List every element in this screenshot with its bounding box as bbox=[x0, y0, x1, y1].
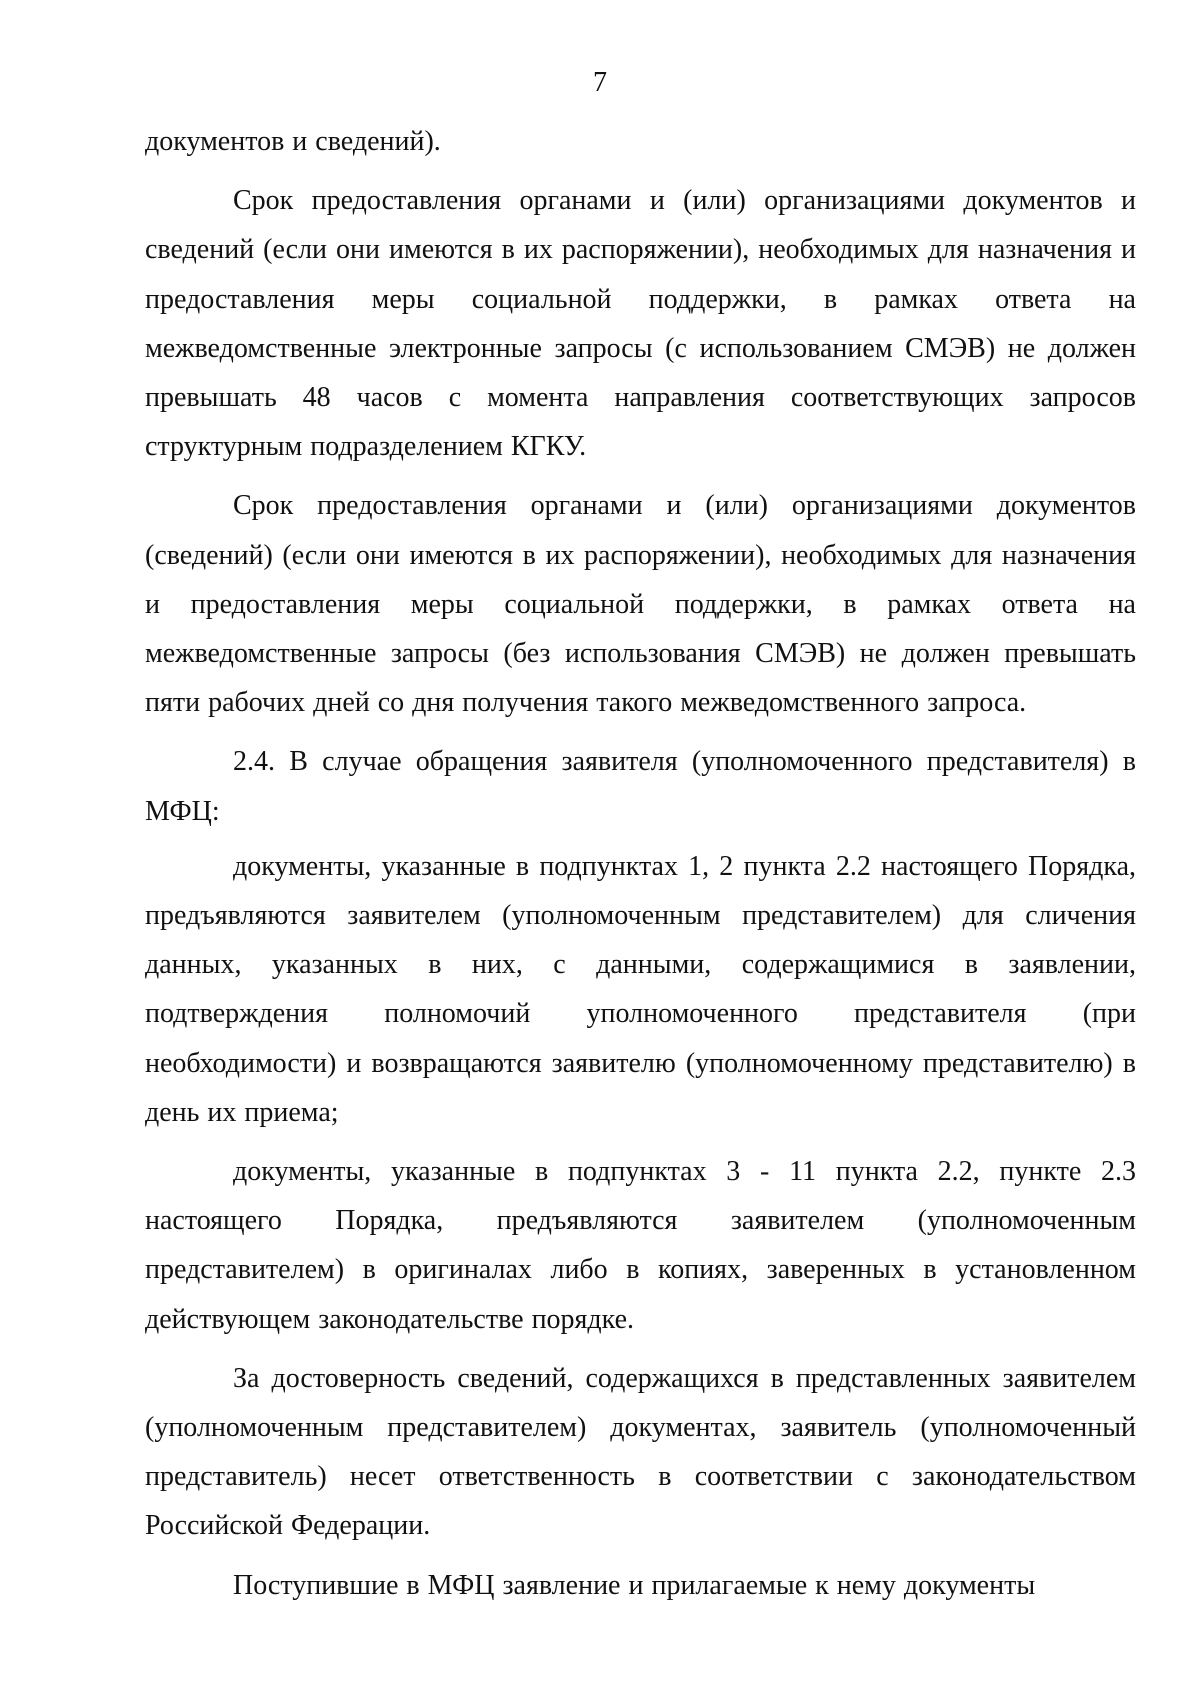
paragraph-received-documents: Поступившие в МФЦ заявление и прилагаемые к нему документы bbox=[233, 1569, 1036, 1601]
paragraph-documents-1-2: документы, указанные в подпунктах 1, 2 пункта 2.2 настоящего Порядка, предъявляются заявителем (уполномоченным представителем) для сличения данных, указанных в них, с данными, содержащимися в заявлении, подтверждения полномочий уполномоченного представителя (при необходимости) и возвращаются заявителю (уполномоченному представителю) в день их приема; bbox=[145, 850, 1136, 1128]
paragraph-section-2-4: 2.4. В случае обращения заявителя (уполномоченного представителя) в МФЦ: bbox=[145, 746, 1136, 827]
paragraph-smev-deadline: Срок предоставления органами и (или) организациями документов и сведений (если они имеются в их распоряжении), необходимых для назначения и предоставления меры социальной поддержки, в рамках ответа на межведомственные электронные запросы (с использованием СМЭВ) не должен превышать 48 часов с момента направления соответствующих запросов структурным подразделением КГКУ. bbox=[145, 185, 1136, 463]
paragraph-documents-3-11: документы, указанные в подпунктах 3 - 11 пункта 2.2, пункте 2.3 настоящего Порядка, предъявляются заявителем (уполномоченным представителем) в оригиналах либо в копиях, заверенных в установленном действующем законодательстве порядке. bbox=[145, 1156, 1136, 1335]
page-number: 7 bbox=[593, 67, 607, 98]
paragraph-continuation: документов и сведений). bbox=[145, 126, 441, 157]
document-body bbox=[145, 117, 1136, 1620]
paragraph-non-smev-deadline: Срок предоставления органами и (или) организациями документов (сведений) (если они имеются в их распоряжении), необходимых для назначения и предоставления меры социальной поддержки, в рамках ответа на межведомственные запросы (без использования СМЭВ) не должен превышать пяти рабочих дней со дня получения такого межведомственного запроса. bbox=[145, 490, 1136, 719]
paragraph-responsibility: За достоверность сведений, содержащихся в представленных заявителем (уполномоченным представителем) документах, заявитель (уполномоченный представитель) несет ответственность в соответствии с законодательством Российской Федерации. bbox=[145, 1362, 1136, 1542]
